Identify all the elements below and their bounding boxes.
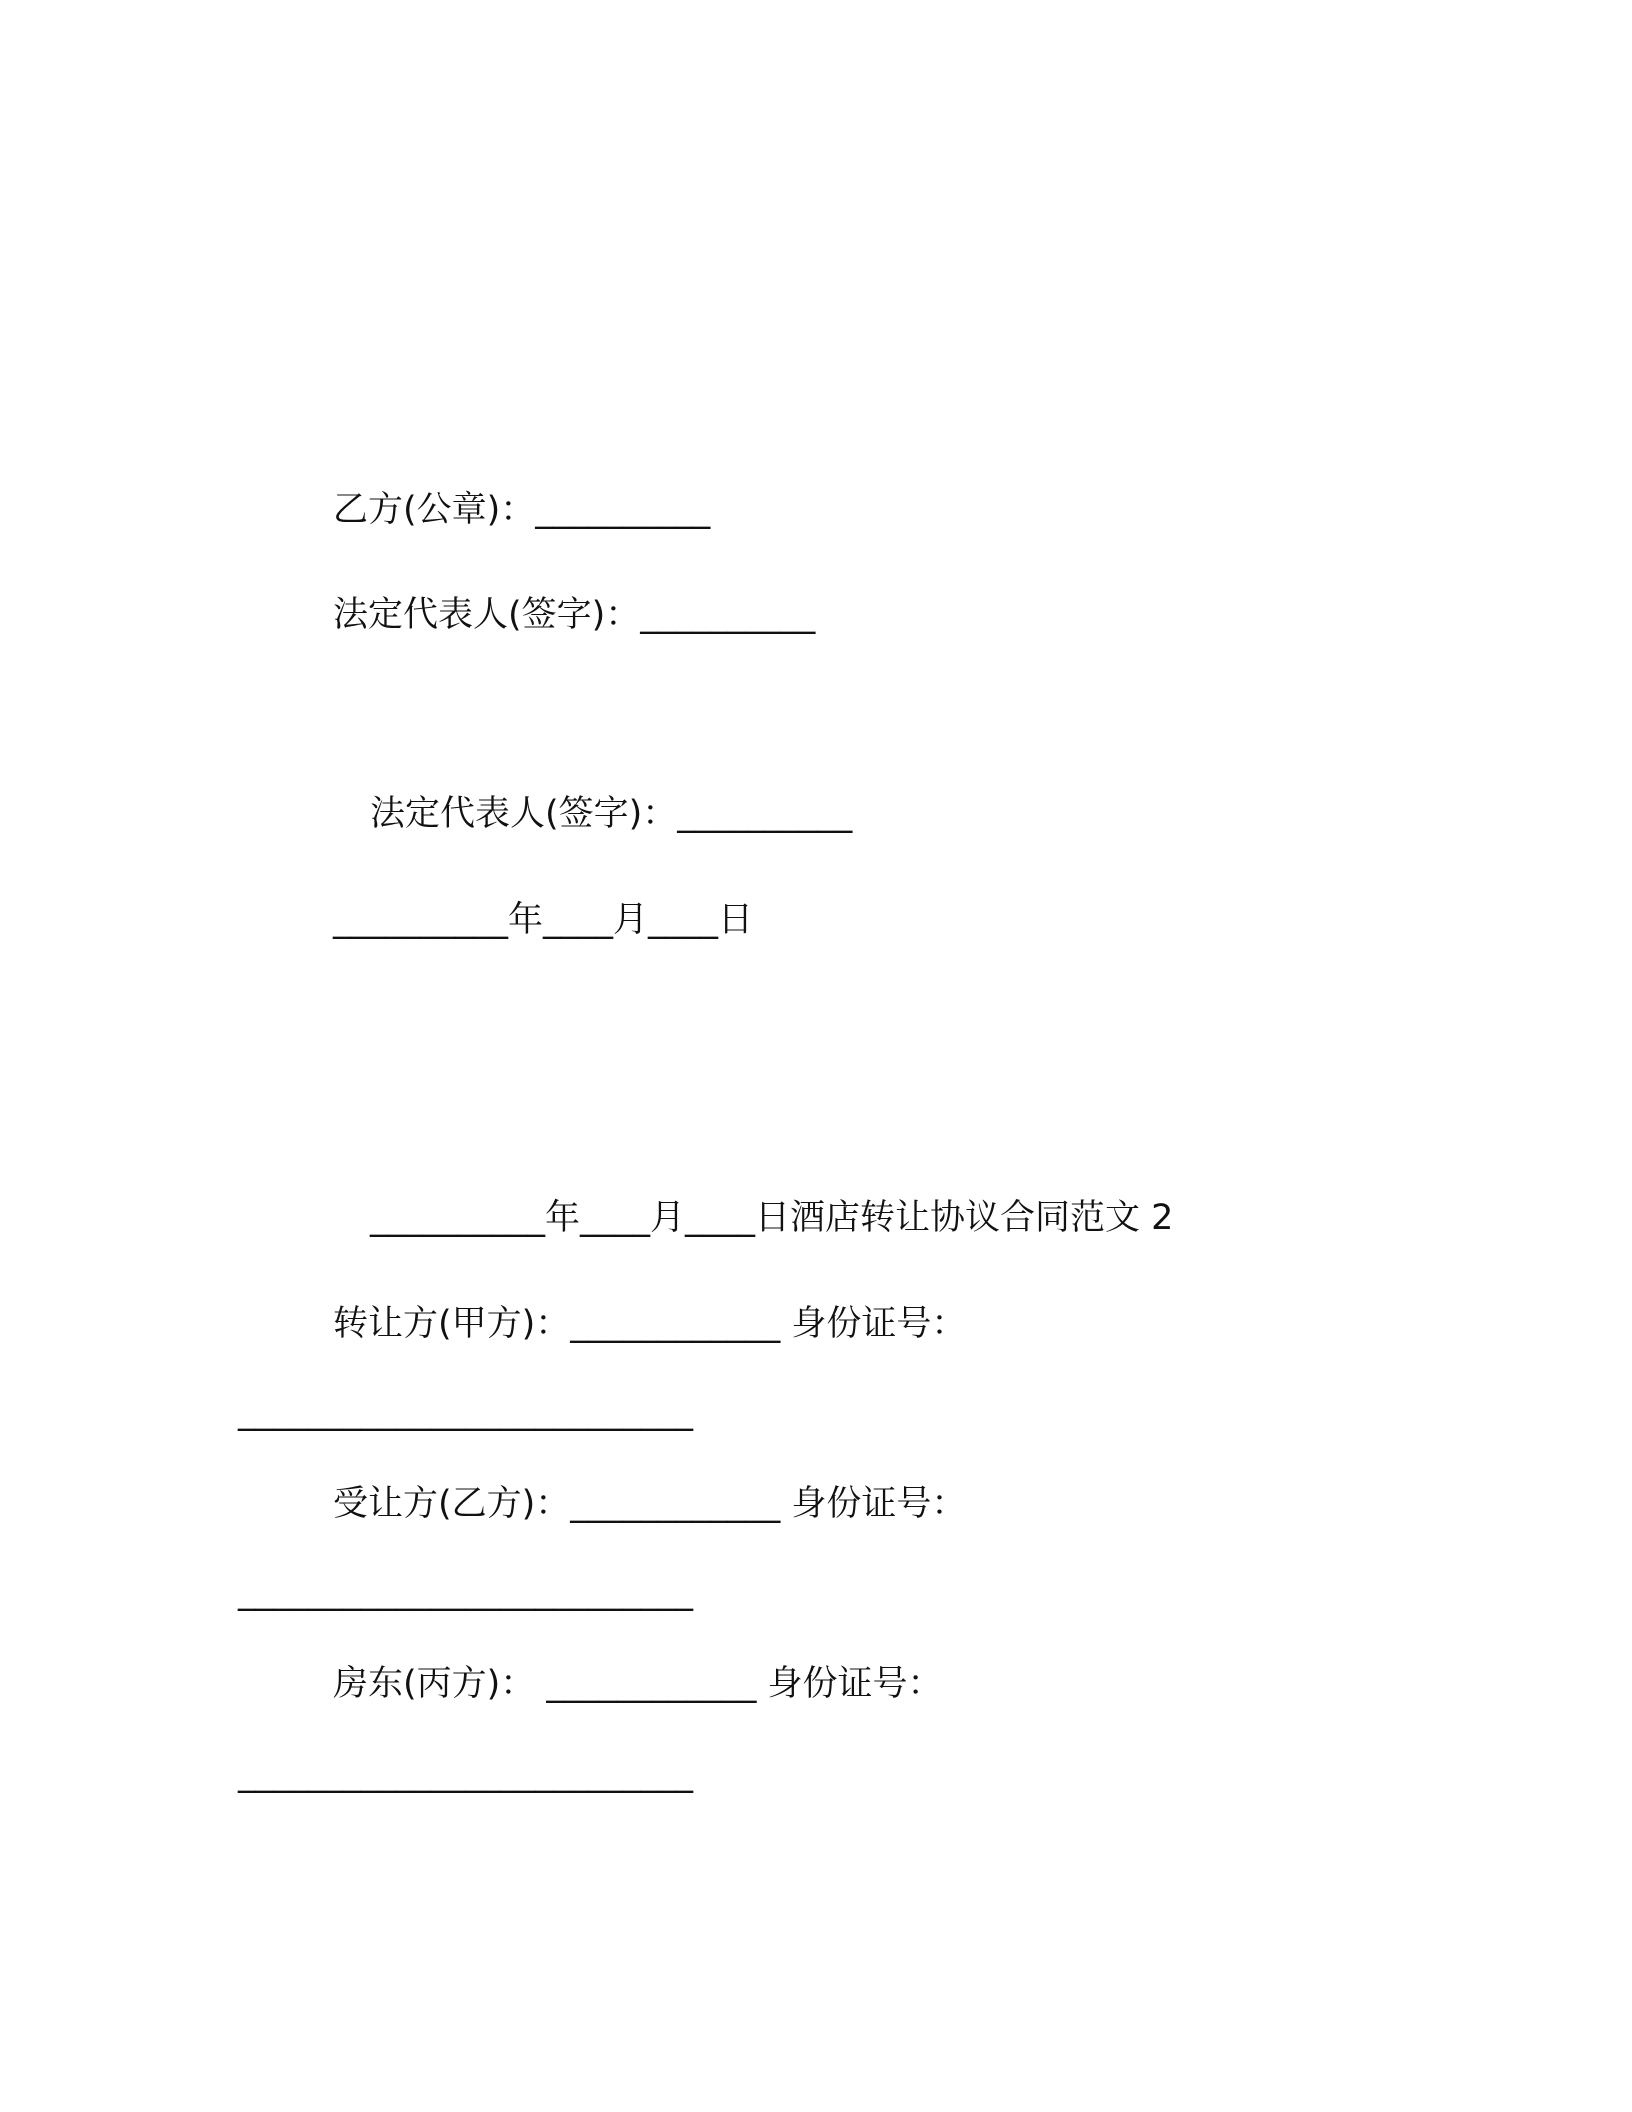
legal-representative-line-1: 法定代表人(签字)：__________ [333, 595, 816, 635]
transferee-line: 受让方(乙方)：____________ 身份证号： [333, 1484, 967, 1524]
party-b-seal-line: 乙方(公章)：__________ [333, 490, 711, 530]
date-line: __________年____月____日 [333, 900, 754, 940]
landlord-id-blank: __________________________ [238, 1754, 693, 1794]
section-heading: __________年____月____日酒店转让协议合同范文 2 [370, 1198, 1174, 1238]
transferor-id-blank: __________________________ [238, 1392, 693, 1432]
legal-representative-line-2: 法定代表人(签字)：__________ [370, 794, 853, 834]
landlord-line: 房东(丙方)： ____________ 身份证号： [333, 1664, 943, 1704]
transferee-id-blank: __________________________ [238, 1572, 693, 1612]
transferor-line: 转让方(甲方)：____________ 身份证号： [333, 1304, 967, 1344]
